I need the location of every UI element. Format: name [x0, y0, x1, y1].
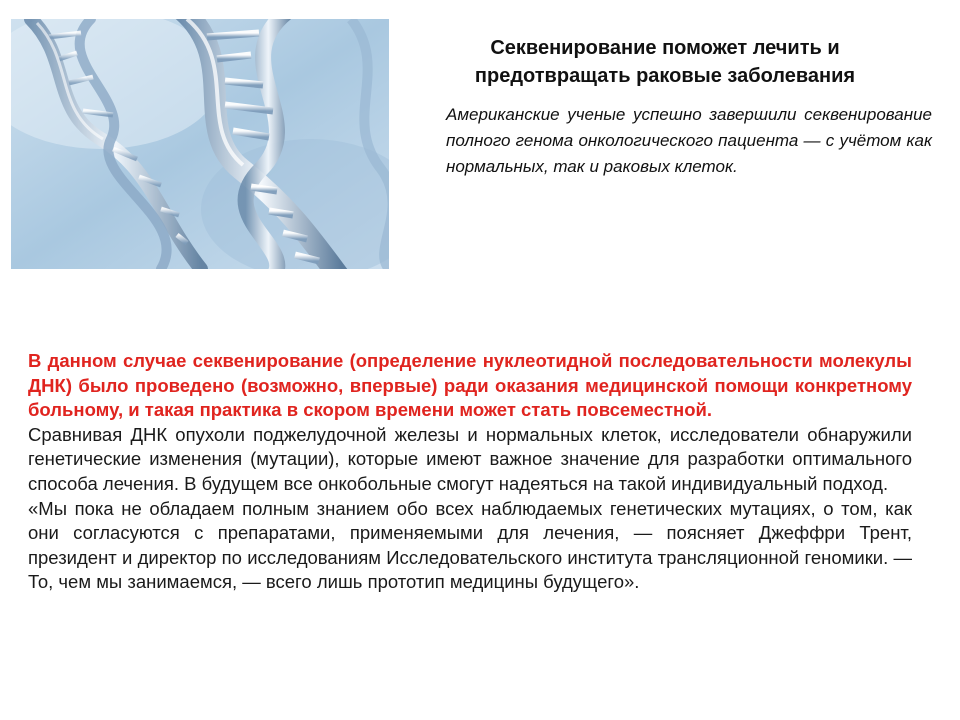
- slide-title: Секвенирование поможет лечить и предотвращать раковые заболевания: [474, 37, 856, 87]
- body-paragraph-1: Сравнивая ДНК опухоли поджелудочной железы и нормальных клеток, исследователи обнаружили генетические изменения (мутации), которые имеют важное значение для разработки оптимального способа лечения. В будущем все онкобольные смогут надеяться на такой индивидуальный подход.: [28, 423, 912, 494]
- body-text: [28, 349, 912, 595]
- highlight-paragraph: В данном случае секвенирование (определение нуклеотидной последовательности молекулы ДНК) было проведено (возможно, впервые) ради оказания медицинской помощи конкретному больному, и такая практика в скором времени может стать повсеместной.: [28, 350, 912, 421]
- lead-paragraph: Американские ученые успешно завершили секвенирование полного генома онкологического пациента — с учётом как нормальных, так и раковых клеток.: [446, 105, 932, 176]
- dna-helix-image: [11, 19, 389, 269]
- dna-helix-icon: [11, 19, 389, 269]
- body-paragraph-2: «Мы пока не обладаем полным знанием обо всех наблюдаемых генетических мутациях, о том, как они согласуются с препаратами, применяемыми для лечения, — поясняет Джеффри Трент, президент и директор по исследованиям Исследовательского института трансляционной геномики. — То, чем мы занимаемся, — всего лишь прототип медицины будущего».: [28, 497, 912, 593]
